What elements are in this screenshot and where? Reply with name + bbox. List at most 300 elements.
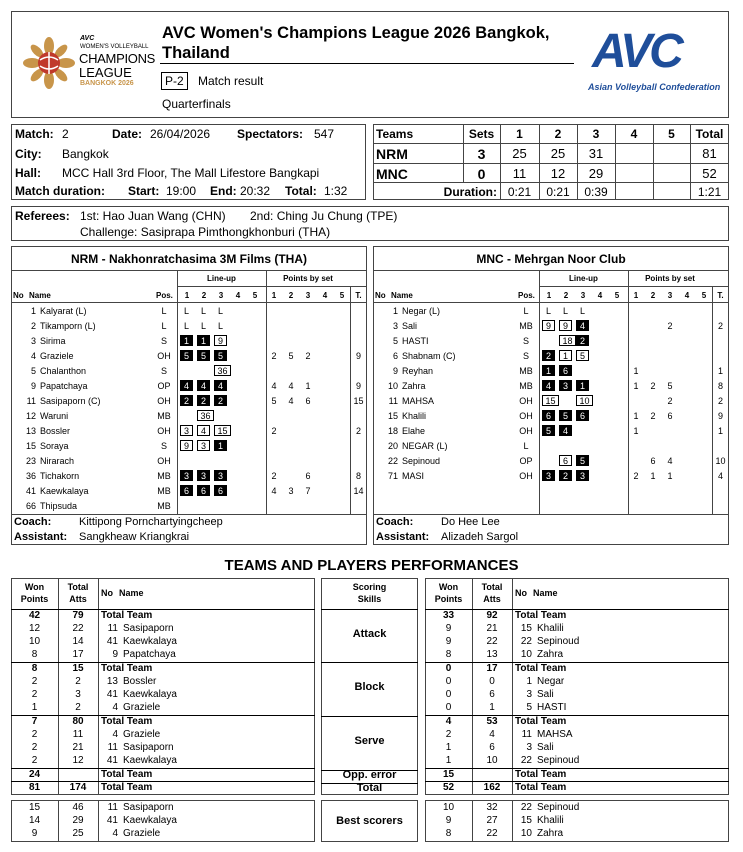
player-name: Kaewkalaya	[123, 636, 177, 647]
lineup-box: 6	[542, 410, 555, 421]
player-number: 11	[388, 396, 398, 406]
avc-subtitle: Asian Volleyball Confederation	[588, 82, 721, 92]
won-points: 2	[31, 742, 38, 753]
player-total-points: 1	[717, 426, 723, 436]
player-number: 71	[387, 471, 398, 481]
assistant-name: Sangkheaw Kriangkrai	[79, 531, 190, 543]
player-total-points: 9	[717, 411, 723, 421]
end-value: 20:32	[240, 184, 271, 198]
player-name: Total Team	[101, 716, 153, 727]
won-points: 9	[445, 636, 452, 647]
total-atts: 3	[75, 689, 81, 700]
points-by-set-header: Points by set	[283, 274, 333, 283]
player-total-points: 15	[353, 396, 364, 406]
set-points: 4	[667, 456, 673, 466]
score-cell: MNC	[376, 166, 408, 182]
event-logo	[20, 33, 156, 95]
points-set-col: 5	[339, 291, 345, 300]
no-header: No	[515, 588, 527, 598]
player-name: Sali	[537, 742, 554, 753]
roster-divider	[373, 270, 729, 271]
skill-block: Block	[354, 681, 385, 693]
player-number: 9	[30, 381, 36, 391]
lineup-box: 3	[197, 440, 210, 451]
won-points: 2	[31, 755, 38, 766]
score-cell: NRM	[376, 146, 408, 162]
player-no: 41	[106, 689, 118, 700]
set-points: 2	[271, 426, 277, 436]
score-header: 2	[554, 127, 562, 141]
player-name: Negar	[537, 676, 565, 687]
player-name: NEGAR (L)	[402, 441, 448, 451]
score-cell: 0	[477, 166, 486, 182]
player-name: Total Team	[515, 716, 567, 727]
player-position: L	[523, 441, 529, 451]
duration-label: Match duration:	[15, 184, 105, 198]
lineup-set-col: 1	[184, 291, 190, 300]
performances-title: TEAMS AND PLAYERS PERFORMANCES	[224, 557, 519, 574]
lineup-box: 5	[559, 410, 572, 421]
logo-avc-text: AVC	[80, 35, 95, 42]
player-no: 4	[112, 702, 118, 713]
player-no: 10	[520, 649, 532, 660]
total-header: Total	[481, 582, 503, 592]
lineup-box: 2	[559, 470, 572, 481]
points-header: Points	[20, 594, 49, 604]
won-points: 52	[442, 782, 455, 793]
player-name: Papatchaya	[123, 649, 176, 660]
set-points: 6	[305, 471, 311, 481]
lineup-box: 1	[576, 380, 589, 391]
lineup-box: 5	[576, 350, 589, 361]
lineup-set-col: 4	[235, 291, 241, 300]
total-atts: 22	[486, 636, 498, 647]
points-set-col: 5	[701, 291, 707, 300]
team-title: MNC - Mehrgan Noor Club	[476, 252, 626, 266]
player-number: 15	[25, 441, 36, 451]
points-header: Points	[434, 594, 463, 604]
best-atts: 27	[486, 815, 498, 826]
set-points: 1	[650, 471, 656, 481]
skill-opp: Opp. error	[342, 769, 397, 781]
player-name: Sasipaporn	[123, 623, 174, 634]
set-points: 2	[667, 321, 673, 331]
skill-attack: Attack	[352, 628, 387, 640]
total-atts: 0	[489, 676, 495, 687]
col-no: No	[375, 291, 386, 300]
score-header: 3	[592, 127, 600, 141]
player-name: Papatchaya	[40, 381, 88, 391]
roster-divider	[11, 514, 367, 515]
player-name: MASI	[402, 471, 425, 481]
assistant-label: Assistant:	[376, 531, 430, 543]
player-name: Sepinoud	[537, 755, 580, 766]
player-name: Tichakorn	[40, 471, 80, 481]
best-atts: 32	[486, 802, 498, 813]
player-number: 1	[392, 306, 398, 316]
total-atts: 174	[69, 782, 87, 793]
lineup-box: 2	[576, 335, 589, 346]
player-no: 41	[106, 755, 118, 766]
player-position: OH	[157, 426, 171, 436]
roster-vline	[628, 270, 629, 514]
player-number: 15	[387, 411, 398, 421]
player-name: Chalanthon	[40, 366, 87, 376]
player-no: 11	[107, 742, 118, 753]
player-name: Zahra	[402, 381, 426, 391]
player-number: 13	[25, 426, 36, 436]
score-cell: 25	[550, 146, 566, 161]
player-name: MAHSA	[537, 729, 573, 740]
won-points: 2	[445, 729, 452, 740]
player-name: Bossler	[40, 426, 71, 436]
total-value: 1:32	[324, 184, 348, 198]
total-atts: 2	[75, 676, 81, 687]
lineup-box: 2	[214, 395, 227, 406]
doc-type: Match result	[198, 74, 264, 88]
player-no: 3	[526, 742, 532, 753]
lineup-box: 1	[180, 335, 193, 346]
best-name: Zahra	[537, 828, 564, 839]
avc-logo	[584, 24, 724, 96]
coach-name: Do Hee Lee	[441, 516, 500, 528]
player-no: 13	[106, 676, 118, 687]
lineup-set-col: 2	[201, 291, 207, 300]
player-name: Khalili	[537, 623, 564, 634]
spectators-value: 547	[314, 127, 335, 141]
total-atts: 79	[72, 610, 84, 621]
set-points: 3	[288, 486, 294, 496]
set-points: 4	[288, 381, 294, 391]
best-points: 9	[31, 828, 38, 839]
lineup-header: Line-up	[207, 274, 236, 283]
total-atts: 92	[486, 610, 498, 621]
logo-line2: CHAMPIONS	[79, 51, 156, 66]
total-atts: 14	[72, 636, 84, 647]
total-team-label: Total Team	[101, 782, 153, 793]
player-position: OH	[157, 351, 171, 361]
score-cell: 52	[702, 166, 717, 181]
player-name: Sasipaporn (C)	[40, 396, 101, 406]
won-header: Won	[24, 582, 45, 592]
col-name: Name	[29, 291, 51, 300]
lineup-set-col: 5	[252, 291, 258, 300]
lineup-box: 6	[180, 485, 193, 496]
won-points: 0	[445, 689, 452, 700]
set-duration: 0:39	[584, 185, 608, 199]
lineup-box: 5	[214, 350, 227, 361]
won-points: 8	[31, 663, 38, 674]
total-atts: 10	[486, 755, 498, 766]
player-name: Elahe	[402, 426, 426, 436]
hall-value: MCC Hall 3rd Floor, The Mall Lifestore Bangkapi	[62, 166, 320, 180]
player-position: OH	[519, 396, 533, 406]
lineup-box: 36	[214, 365, 231, 376]
referees-label: Referees:	[15, 209, 70, 223]
player-position: MB	[157, 486, 171, 496]
team-title: NRM - Nakhonratchasima 3M Films (THA)	[70, 252, 308, 266]
lineup-box: 4	[197, 425, 210, 436]
player-position: OH	[519, 426, 533, 436]
atts-header: Atts	[69, 594, 87, 604]
col-name: Name	[391, 291, 413, 300]
points-set-col: 4	[684, 291, 690, 300]
set-points: 5	[667, 381, 673, 391]
player-no: 41	[106, 636, 118, 647]
avc-mark: AVC	[592, 25, 681, 78]
total-header: Total	[67, 582, 89, 592]
total-atts: 17	[72, 649, 84, 660]
lineup-box: 5	[542, 425, 555, 436]
set-points: 2	[271, 471, 277, 481]
player-position: L	[161, 306, 167, 316]
best-no: 41	[106, 815, 118, 826]
player-no: 3	[526, 689, 532, 700]
won-points: 4	[445, 716, 452, 727]
lineup-box: 36	[197, 410, 214, 421]
best-name: Khalili	[537, 815, 564, 826]
points-set-col: 2	[288, 291, 294, 300]
total-duration: 1:21	[697, 185, 722, 199]
score-divider	[373, 182, 729, 183]
col-pos: Pos.	[518, 291, 535, 300]
total-atts: 80	[72, 716, 84, 727]
coach-name: Kittipong Pornchartyingcheep	[79, 516, 223, 528]
lineup-box: 5	[180, 350, 193, 361]
player-number: 20	[387, 441, 398, 451]
player-name: Graziele	[123, 729, 161, 740]
no-header: No	[101, 588, 113, 598]
won-points: 10	[28, 636, 41, 647]
player-name: Shabnam (C)	[402, 351, 456, 361]
set-duration: 0:21	[546, 185, 570, 199]
won-points: 7	[31, 716, 38, 727]
lineup-box: 1	[197, 335, 210, 346]
assistant-name: Alizadeh Sargol	[441, 531, 519, 543]
volleyball-logo-icon	[22, 36, 76, 90]
total-atts: 22	[72, 623, 84, 634]
player-total-points: 8	[717, 381, 723, 391]
player-number: 23	[25, 456, 36, 466]
skill-serve: Serve	[354, 735, 385, 747]
player-total-points: 9	[355, 351, 361, 361]
name-header: Name	[533, 588, 558, 598]
player-position: S	[522, 351, 529, 361]
lineup-box: 10	[576, 395, 593, 406]
player-no: 4	[112, 729, 118, 740]
total-atts: 162	[483, 782, 501, 793]
player-position: OH	[157, 396, 171, 406]
lineup-box: 6	[214, 485, 227, 496]
best-no: 10	[520, 828, 532, 839]
set-points: 6	[667, 411, 673, 421]
set-points: 1	[633, 366, 639, 376]
total-atts: 13	[486, 649, 498, 660]
col-no: No	[13, 291, 24, 300]
total-atts: 21	[72, 742, 84, 753]
set-points: 5	[288, 351, 294, 361]
roster-divider	[373, 302, 729, 303]
player-number: 1	[30, 306, 36, 316]
set-points: 2	[633, 471, 639, 481]
lineup-box: 4	[197, 380, 210, 391]
won-points: 24	[28, 769, 41, 780]
player-name: Graziele	[40, 351, 74, 361]
player-total-points: 1	[717, 366, 723, 376]
lineup-box: 3	[180, 425, 193, 436]
player-position: MB	[157, 501, 171, 511]
set-points: 5	[271, 396, 277, 406]
player-name: Total Team	[515, 610, 567, 621]
end-label: End:	[210, 184, 237, 198]
won-header: Won	[438, 582, 459, 592]
logo-line1: WOMEN'S VOLLEYBALL	[80, 44, 149, 50]
date-label: Date:	[112, 127, 143, 141]
best-atts: 22	[486, 828, 498, 839]
lineup-set-col: 2	[563, 291, 569, 300]
player-position: MB	[519, 321, 533, 331]
points-set-col: 4	[322, 291, 328, 300]
roster-divider	[539, 286, 729, 287]
roster-vline	[539, 270, 540, 514]
won-points: 8	[31, 649, 38, 660]
total-atts: 6	[489, 689, 495, 700]
won-points: 12	[28, 623, 41, 634]
lineup-box: 3	[576, 470, 589, 481]
points-set-col: 3	[667, 291, 673, 300]
lineup-box: 1	[214, 440, 227, 451]
player-position: MB	[157, 471, 171, 481]
match-label: Match:	[15, 127, 54, 141]
player-total-points: 10	[715, 456, 726, 466]
lineup-box: 3	[542, 470, 555, 481]
set-points: 2	[667, 396, 673, 406]
player-position: S	[160, 336, 167, 346]
best-atts: 46	[72, 802, 84, 813]
lineup-box: 4	[559, 425, 572, 436]
score-header: Teams	[376, 127, 414, 141]
set-points: 1	[633, 426, 639, 436]
points-by-set-header: Points by set	[645, 274, 695, 283]
score-cell: 3	[477, 146, 486, 162]
lineup-box: 5	[576, 455, 589, 466]
lineup-header: Line-up	[569, 274, 598, 283]
total-atts: 21	[486, 623, 498, 634]
score-divider	[373, 163, 729, 164]
player-position: OP	[519, 456, 533, 466]
player-name: Graziele	[123, 702, 161, 713]
city-value: Bangkok	[62, 147, 109, 161]
lineup-set-col: 5	[614, 291, 620, 300]
lineup-mark: L	[562, 306, 568, 316]
lineup-mark: L	[200, 306, 206, 316]
player-no: 15	[520, 623, 532, 634]
roster-divider	[11, 270, 367, 271]
player-number: 12	[25, 411, 36, 421]
total-atts: 53	[486, 716, 498, 727]
best-atts: 29	[72, 815, 84, 826]
player-name: Waruni	[40, 411, 69, 421]
lineup-box: 6	[559, 455, 572, 466]
set-points: 7	[305, 486, 311, 496]
player-name: Kaewkalaya	[40, 486, 89, 496]
score-header: Total	[695, 127, 724, 141]
player-number: 3	[30, 336, 36, 346]
score-header: Sets	[468, 127, 495, 141]
lineup-box: 6	[559, 365, 572, 376]
lineup-set-col: 3	[218, 291, 224, 300]
won-points: 1	[31, 702, 38, 713]
roster-vline	[177, 270, 178, 514]
player-no: 22	[520, 636, 532, 647]
best-points: 8	[445, 828, 452, 839]
player-no: 1	[526, 676, 532, 687]
player-position: MB	[519, 381, 533, 391]
player-name: Sali	[537, 689, 554, 700]
logo-line4: BANGKOK 2026	[80, 80, 134, 87]
lineup-box: 6	[576, 410, 589, 421]
total-team-label: Total Team	[515, 769, 567, 780]
lineup-box: 4	[180, 380, 193, 391]
player-name: Sepinoud	[537, 636, 580, 647]
points-set-col: 1	[633, 291, 639, 300]
player-name: Tikamporn (L)	[40, 321, 96, 331]
won-points: 33	[442, 610, 455, 621]
lineup-box: 1	[542, 365, 555, 376]
best-no: 11	[107, 802, 118, 813]
won-points: 8	[445, 649, 452, 660]
won-points: 0	[445, 676, 452, 687]
player-name: MAHSA	[402, 396, 435, 406]
set-points: 2	[271, 351, 277, 361]
match-number: 2	[62, 127, 69, 141]
total-atts: 6	[489, 742, 495, 753]
best-name: Sepinoud	[537, 802, 580, 813]
won-points: 1	[445, 742, 452, 753]
player-name: Reyhan	[402, 366, 434, 376]
set-points: 4	[271, 381, 277, 391]
lineup-box: 9	[542, 320, 555, 331]
best-atts: 25	[72, 828, 84, 839]
title-underline	[160, 63, 574, 64]
lineup-mark: L	[183, 306, 189, 316]
name-header: Name	[119, 588, 144, 598]
points-set-col: 3	[305, 291, 311, 300]
roster-divider	[373, 514, 729, 515]
set-points: 4	[288, 396, 294, 406]
won-points: 9	[445, 623, 452, 634]
player-name: Kaewkalaya	[123, 689, 177, 700]
roster-vline	[266, 270, 267, 514]
won-points: 42	[28, 610, 41, 621]
total-atts: 17	[486, 663, 498, 674]
lineup-set-col: 4	[597, 291, 603, 300]
points-set-col: 1	[271, 291, 277, 300]
player-position: MB	[519, 366, 533, 376]
won-points: 15	[442, 769, 455, 780]
player-no: 22	[520, 755, 532, 766]
skills-divider	[321, 716, 418, 717]
player-position: S	[160, 441, 167, 451]
skills-header-1: Scoring	[352, 582, 387, 592]
player-position: OP	[157, 381, 171, 391]
lineup-box: 4	[576, 320, 589, 331]
total-atts: 12	[72, 755, 84, 766]
skills-divider	[321, 662, 418, 663]
logo-line3: LEAGUE	[79, 65, 132, 80]
player-position: L	[523, 306, 529, 316]
player-total-points: 8	[355, 471, 361, 481]
